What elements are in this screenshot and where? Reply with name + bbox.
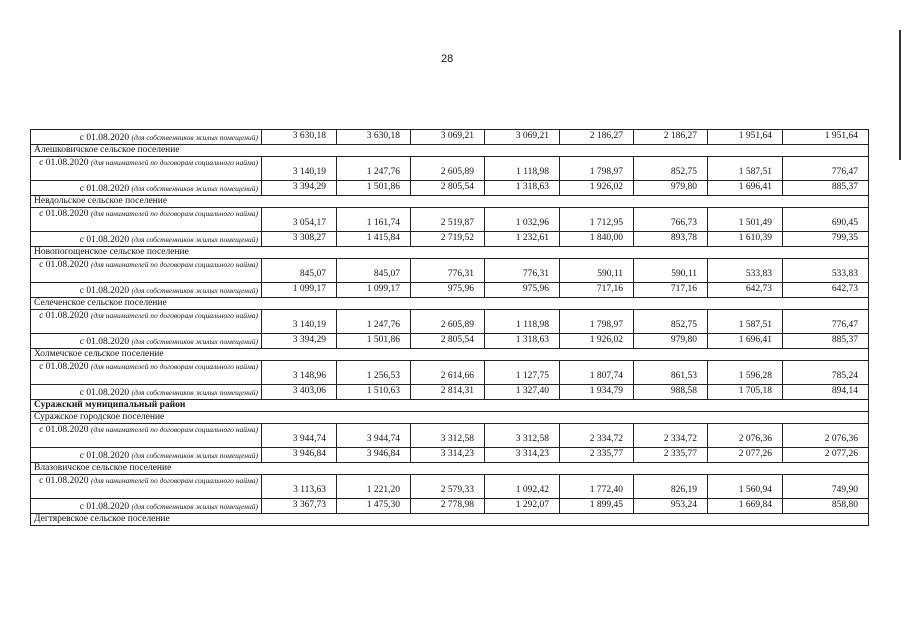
row-date: с 01.08.2020	[79, 451, 132, 461]
value-cell: 776,31	[485, 259, 560, 283]
value-cell: 826,19	[634, 475, 708, 499]
value-cell: 2 814,31	[411, 385, 485, 400]
value-cell: 852,75	[634, 310, 708, 334]
value-cell: 3 367,73	[262, 499, 337, 514]
row-note: (для собственников жилых помещений)	[131, 451, 258, 460]
value-cell: 749,90	[783, 475, 869, 499]
value-cell: 776,31	[411, 259, 485, 283]
value-cell: 1 596,28	[708, 361, 783, 385]
value-cell: 3 314,23	[485, 448, 560, 463]
row-note: (для нанимателей по договорам социального найма)	[90, 362, 258, 371]
value-cell: 3 140,19	[262, 310, 337, 334]
value-cell: 975,96	[485, 283, 560, 298]
table-row	[31, 448, 869, 463]
table-row	[31, 361, 869, 385]
value-cell: 845,07	[262, 259, 337, 283]
row-date: с 01.08.2020	[39, 209, 91, 219]
value-cell: 3 403,06	[262, 385, 337, 400]
value-cell: 1 161,74	[337, 208, 411, 232]
row-label	[31, 499, 262, 514]
row-date: с 01.08.2020	[79, 388, 132, 398]
value-cell: 1 610,39	[708, 232, 783, 247]
row-label	[31, 361, 262, 385]
section-label: Дегтяревское сельское поселение	[31, 514, 869, 526]
value-cell: 2 077,26	[783, 448, 869, 463]
row-note: (для собственников жилых помещений)	[131, 388, 258, 397]
value-cell: 3 314,23	[411, 448, 485, 463]
row-note: (для собственников жилых помещений)	[131, 502, 258, 511]
value-cell: 852,75	[634, 157, 708, 181]
table-row	[31, 232, 869, 247]
margin-rule	[899, 30, 901, 160]
value-cell: 2 805,54	[411, 334, 485, 349]
value-cell: 766,73	[634, 208, 708, 232]
value-cell: 776,47	[783, 157, 869, 181]
value-cell: 533,83	[708, 259, 783, 283]
value-cell: 3 113,63	[262, 475, 337, 499]
value-cell: 785,24	[783, 361, 869, 385]
value-cell: 1 099,17	[337, 283, 411, 298]
value-cell: 1 669,84	[708, 499, 783, 514]
row-label	[31, 334, 262, 349]
row-date: с 01.08.2020	[79, 184, 132, 194]
table-row	[31, 157, 869, 181]
value-cell: 2 605,89	[411, 157, 485, 181]
table-row	[31, 424, 869, 448]
value-cell: 894,14	[783, 385, 869, 400]
row-label	[31, 208, 262, 232]
row-note: (для собственников жилых помещений)	[131, 184, 258, 193]
value-cell: 2 077,26	[708, 448, 783, 463]
value-cell: 642,73	[708, 283, 783, 298]
section-label: Влазовичское сельское поселение	[31, 463, 869, 475]
section-row	[31, 247, 869, 259]
value-cell: 776,47	[783, 310, 869, 334]
value-cell: 1 696,41	[708, 181, 783, 196]
value-cell: 2 778,98	[411, 499, 485, 514]
value-cell: 799,35	[783, 232, 869, 247]
row-date: с 01.08.2020	[79, 286, 132, 296]
value-cell: 690,45	[783, 208, 869, 232]
value-cell: 2 719,52	[411, 232, 485, 247]
value-cell: 2 805,54	[411, 181, 485, 196]
value-cell: 979,80	[634, 334, 708, 349]
row-label	[31, 385, 262, 400]
table-row	[31, 334, 869, 349]
value-cell: 3 946,84	[262, 448, 337, 463]
value-cell: 1 232,61	[485, 232, 560, 247]
section-label: Суражский муниципальный район	[31, 400, 869, 412]
value-cell: 979,80	[634, 181, 708, 196]
value-cell: 1 501,49	[708, 208, 783, 232]
value-cell: 3 069,21	[411, 130, 485, 145]
value-cell: 1 587,51	[708, 157, 783, 181]
value-cell: 1 247,76	[337, 310, 411, 334]
value-cell: 533,83	[783, 259, 869, 283]
value-cell: 893,78	[634, 232, 708, 247]
value-cell: 1 951,64	[708, 130, 783, 145]
table-row	[31, 181, 869, 196]
value-cell: 988,58	[634, 385, 708, 400]
section-row	[31, 298, 869, 310]
row-label	[31, 424, 262, 448]
value-cell: 1 951,64	[783, 130, 869, 145]
value-cell: 975,96	[411, 283, 485, 298]
row-note: (для нанимателей по договорам социального найма)	[90, 260, 258, 269]
value-cell: 1 501,86	[337, 181, 411, 196]
value-cell: 1 032,96	[485, 208, 560, 232]
section-label: Алешковичское сельское поселение	[31, 145, 869, 157]
section-label: Новопогощенское сельское поселение	[31, 247, 869, 259]
value-cell: 3 148,96	[262, 361, 337, 385]
value-cell: 1 327,40	[485, 385, 560, 400]
row-date: с 01.08.2020	[39, 476, 91, 486]
table-row	[31, 310, 869, 334]
value-cell: 1 587,51	[708, 310, 783, 334]
section-label: Селеченское сельское поселение	[31, 298, 869, 310]
row-date: с 01.08.2020	[79, 133, 132, 143]
value-cell: 3 944,74	[262, 424, 337, 448]
value-cell: 1 510,63	[337, 385, 411, 400]
value-cell: 3 946,84	[337, 448, 411, 463]
value-cell: 3 394,29	[262, 334, 337, 349]
row-label	[31, 475, 262, 499]
value-cell: 1 099,17	[262, 283, 337, 298]
value-cell: 3 312,58	[485, 424, 560, 448]
value-cell: 1 798,97	[560, 157, 634, 181]
value-cell: 717,16	[560, 283, 634, 298]
value-cell: 1 415,84	[337, 232, 411, 247]
value-cell: 1 705,18	[708, 385, 783, 400]
value-cell: 885,37	[783, 334, 869, 349]
section-label: Суражское городское поселение	[31, 412, 869, 424]
section-label: Невдольское сельское поселение	[31, 196, 869, 208]
value-cell: 2 335,77	[634, 448, 708, 463]
section-row	[31, 349, 869, 361]
row-date: с 01.08.2020	[39, 158, 91, 168]
value-cell: 1 807,74	[560, 361, 634, 385]
row-label	[31, 181, 262, 196]
value-cell: 1 292,07	[485, 499, 560, 514]
value-cell: 953,24	[634, 499, 708, 514]
row-date: с 01.08.2020	[39, 362, 91, 372]
section-row	[31, 463, 869, 475]
value-cell: 1 092,42	[485, 475, 560, 499]
value-cell: 3 054,17	[262, 208, 337, 232]
value-cell: 1 127,75	[485, 361, 560, 385]
row-label	[31, 232, 262, 247]
table-row	[31, 283, 869, 298]
value-cell: 858,80	[783, 499, 869, 514]
row-note: (для нанимателей по договорам социального найма)	[90, 476, 258, 485]
value-cell: 1 926,02	[560, 334, 634, 349]
value-cell: 2 335,77	[560, 448, 634, 463]
value-cell: 1 926,02	[560, 181, 634, 196]
value-cell: 1 256,53	[337, 361, 411, 385]
row-date: с 01.08.2020	[79, 337, 132, 347]
table-row	[31, 499, 869, 514]
value-cell: 590,11	[560, 259, 634, 283]
row-date: с 01.08.2020	[79, 235, 132, 245]
value-cell: 1 501,86	[337, 334, 411, 349]
value-cell: 717,16	[634, 283, 708, 298]
value-cell: 1 118,98	[485, 310, 560, 334]
row-note: (для собственников жилых помещений)	[131, 337, 258, 346]
value-cell: 861,53	[634, 361, 708, 385]
value-cell: 1 318,63	[485, 334, 560, 349]
table-body	[31, 130, 869, 526]
table-row	[31, 475, 869, 499]
district-row	[31, 400, 869, 412]
value-cell: 590,11	[634, 259, 708, 283]
value-cell: 845,07	[337, 259, 411, 283]
row-note: (для нанимателей по договорам социального найма)	[90, 209, 258, 218]
row-date: с 01.08.2020	[39, 260, 91, 270]
value-cell: 2 579,33	[411, 475, 485, 499]
value-cell: 3 312,58	[411, 424, 485, 448]
value-cell: 2 186,27	[560, 130, 634, 145]
row-label	[31, 448, 262, 463]
row-note: (для собственников жилых помещений)	[131, 133, 258, 142]
value-cell: 642,73	[783, 283, 869, 298]
section-row	[31, 145, 869, 157]
row-note: (для нанимателей по договорам социального найма)	[90, 425, 258, 434]
value-cell: 1 247,76	[337, 157, 411, 181]
value-cell: 3 308,27	[262, 232, 337, 247]
value-cell: 2 614,66	[411, 361, 485, 385]
value-cell: 3 394,29	[262, 181, 337, 196]
value-cell: 1 696,41	[708, 334, 783, 349]
row-date: с 01.08.2020	[39, 311, 91, 321]
table-row	[31, 208, 869, 232]
value-cell: 885,37	[783, 181, 869, 196]
value-cell: 1 560,94	[708, 475, 783, 499]
row-note: (для собственников жилых помещений)	[131, 286, 258, 295]
value-cell: 2 076,36	[708, 424, 783, 448]
value-cell: 1 899,45	[560, 499, 634, 514]
value-cell: 2 519,87	[411, 208, 485, 232]
section-label: Холмечское сельское поселение	[31, 349, 869, 361]
value-cell: 3 069,21	[485, 130, 560, 145]
value-cell: 1 118,98	[485, 157, 560, 181]
value-cell: 1 934,79	[560, 385, 634, 400]
value-cell: 3 944,74	[337, 424, 411, 448]
value-cell: 1 798,97	[560, 310, 634, 334]
row-note: (для нанимателей по договорам социального найма)	[90, 311, 258, 320]
table-row	[31, 385, 869, 400]
value-cell: 2 334,72	[634, 424, 708, 448]
row-label	[31, 130, 262, 145]
row-note: (для нанимателей по договорам социального найма)	[90, 158, 258, 167]
row-note: (для собственников жилых помещений)	[131, 235, 258, 244]
value-cell: 2 334,72	[560, 424, 634, 448]
row-label	[31, 259, 262, 283]
row-label	[31, 310, 262, 334]
section-row	[31, 514, 869, 526]
value-cell: 2 605,89	[411, 310, 485, 334]
value-cell: 1 318,63	[485, 181, 560, 196]
value-cell: 1 840,00	[560, 232, 634, 247]
table-row	[31, 259, 869, 283]
section-row	[31, 196, 869, 208]
value-cell: 3 140,19	[262, 157, 337, 181]
row-date: с 01.08.2020	[79, 502, 132, 512]
value-cell: 1 712,95	[560, 208, 634, 232]
value-cell: 2 076,36	[783, 424, 869, 448]
tariff-table	[30, 129, 869, 526]
row-label	[31, 157, 262, 181]
row-date: с 01.08.2020	[39, 425, 91, 435]
value-cell: 1 475,30	[337, 499, 411, 514]
table-row	[31, 130, 869, 145]
value-cell: 1 221,20	[337, 475, 411, 499]
section-row	[31, 412, 869, 424]
value-cell: 3 630,18	[337, 130, 411, 145]
page-number: 28	[441, 53, 454, 65]
value-cell: 2 186,27	[634, 130, 708, 145]
row-label	[31, 283, 262, 298]
value-cell: 3 630,18	[262, 130, 337, 145]
value-cell: 1 772,40	[560, 475, 634, 499]
